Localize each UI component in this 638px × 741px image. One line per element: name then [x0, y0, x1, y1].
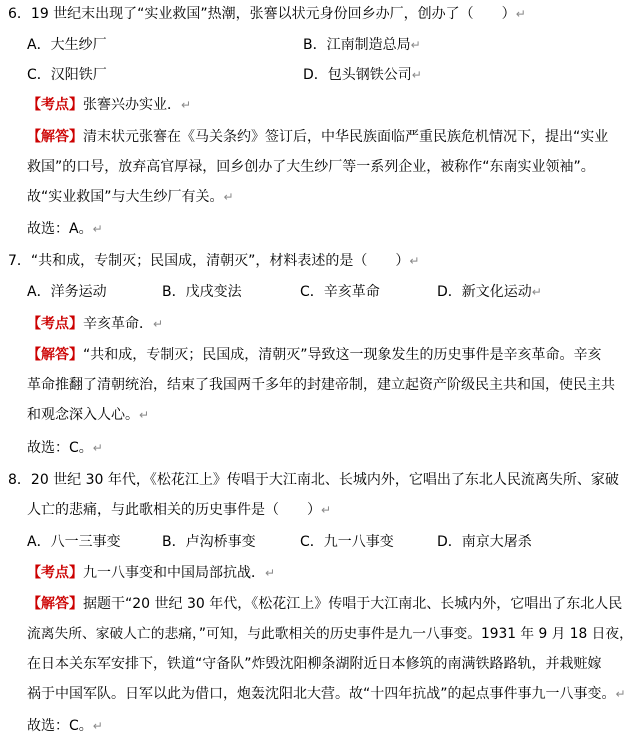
q6-option-a: A．大生纱厂 [27, 37, 107, 53]
paragraph-mark-icon: ↵ [410, 38, 421, 52]
q6-kaodian [27, 95, 191, 115]
q6-jieda-text-1: 清末状元张謇在《马关条约》签订后，中华民族面临严重民族危机情况下，提出“实业 [83, 129, 609, 145]
q8-answer-text: 故选：C。 [27, 718, 93, 734]
q8-jieda-line-1 [27, 594, 622, 614]
q8-stem-line-1: 8．20 世纪 30 年代，《松花江上》传唱于大江南北、长城内外，它唱出了东北人民流离失所、家破 [8, 472, 619, 488]
q7-option-c: C．辛亥革命 [300, 284, 380, 300]
q6-stem: 6．19 世纪末出现了“实业救国”热潮，张謇以状元身份回乡办厂，创办了（ ） [8, 6, 516, 22]
q6-jieda-line-1 [27, 127, 608, 147]
q6-option-d-text: D．包头钢铁公司 [303, 67, 412, 83]
q8-stem-line-2 [27, 500, 331, 520]
paragraph-mark-icon: ↵ [92, 441, 103, 455]
paragraph-mark-icon: ↵ [411, 68, 422, 82]
q6-jieda-line-2: 救国”的口号，放弃高官厚禄，回乡创办了大生纱厂等一系列企业，被称作“东南实业领袖”。 [27, 159, 595, 175]
q7-answer-text: 故选：C。 [27, 440, 93, 456]
q7-option-d-text: D．新文化运动 [437, 284, 532, 300]
q6-kaodian-text: 张謇兴办实业． [83, 97, 181, 113]
paragraph-mark-icon: ↵ [223, 190, 234, 204]
q6-jieda-text-3: 故“实业救国”与大生纱厂有关。 [27, 189, 224, 205]
q8-option-c: C．九一八事变 [300, 534, 394, 550]
q7-jieda-line-3 [27, 405, 149, 425]
q8-jieda-line-3: 在日本关东军安排下，铁道“守备队”炸毁沈阳柳条湖附近日本修筑的南满铁路路轨，并栽赃嫁 [27, 656, 602, 672]
q7-option-d [437, 282, 542, 302]
q6-option-d [303, 65, 422, 85]
paragraph-mark-icon: ↵ [321, 503, 332, 517]
q6-option-b-text: B．江南制造总局 [303, 37, 411, 53]
q8-option-b: B．卢沟桥事变 [162, 534, 256, 550]
q7-stem-line [8, 251, 419, 271]
paragraph-mark-icon: ↵ [615, 687, 626, 701]
jieda-tag: 【解答】 [27, 129, 83, 145]
q7-answer [27, 438, 103, 458]
q6-option-b [303, 35, 421, 55]
q7-jieda-text-3: 和观念深入人心。 [27, 407, 139, 423]
jieda-tag: 【解答】 [27, 347, 83, 363]
paragraph-mark-icon: ↵ [181, 98, 192, 112]
paragraph-mark-icon: ↵ [409, 254, 420, 268]
q7-stem: 7．“共和成，专制灭；民国成，清朝灭”，材料表述的是（ ） [8, 253, 410, 269]
q8-stem-text-2: 人亡的悲痛，与此歌相关的历史事件是（ ） [27, 502, 321, 518]
q8-jieda-line-4 [27, 684, 626, 704]
q7-jieda-line-2: 革命推翻了清朝统治，结束了我国两千多年的封建帝制，建立起资产阶级民主共和国，使民主共 [27, 377, 615, 393]
paragraph-mark-icon: ↵ [515, 7, 526, 21]
q6-stem-line [8, 4, 526, 24]
q8-answer [27, 716, 103, 736]
q6-jieda-line-3 [27, 187, 234, 207]
q7-jieda-line-1 [27, 345, 602, 365]
q7-kaodian [27, 314, 163, 334]
q8-jieda-text-4: 祸于中国军队。日军以此为借口，炮轰沈阳北大营。故“十四年抗战”的起点事件事九一八事变。 [27, 686, 616, 702]
q7-option-b: B．戊戌变法 [162, 284, 242, 300]
q8-jieda-line-2: 流离失所、家破人亡的悲痛，”可知，与此歌相关的历史事件是九一八事变。1931 年 9 月 18 日夜， [27, 626, 633, 642]
q8-option-a: A．八一三事变 [27, 534, 121, 550]
q6-answer-text: 故选：A。 [27, 221, 93, 237]
paragraph-mark-icon: ↵ [92, 222, 103, 236]
q8-option-d: D．南京大屠杀 [437, 534, 532, 550]
kaodian-tag: 【考点】 [27, 316, 83, 332]
q8-kaodian [27, 563, 275, 583]
jieda-tag: 【解答】 [27, 596, 83, 612]
q7-option-a: A．洋务运动 [27, 284, 107, 300]
q6-option-c: C．汉阳铁厂 [27, 67, 107, 83]
kaodian-tag: 【考点】 [27, 97, 83, 113]
q7-jieda-text-1: “共和成，专制灭；民国成，清朝灭”导致这一现象发生的历史事件是辛亥革命。辛亥 [83, 347, 602, 363]
paragraph-mark-icon: ↵ [531, 285, 542, 299]
q7-kaodian-text: 辛亥革命． [83, 316, 153, 332]
paragraph-mark-icon: ↵ [153, 317, 164, 331]
q8-kaodian-text: 九一八事变和中国局部抗战． [83, 565, 265, 581]
kaodian-tag: 【考点】 [27, 565, 83, 581]
paragraph-mark-icon: ↵ [139, 408, 150, 422]
paragraph-mark-icon: ↵ [265, 566, 276, 580]
q6-answer [27, 219, 103, 239]
paragraph-mark-icon: ↵ [92, 719, 103, 733]
q8-jieda-text-1: 据题干“20 世纪 30 年代，《松花江上》传唱于大江南北、长城内外，它唱出了东北人民 [83, 596, 623, 612]
